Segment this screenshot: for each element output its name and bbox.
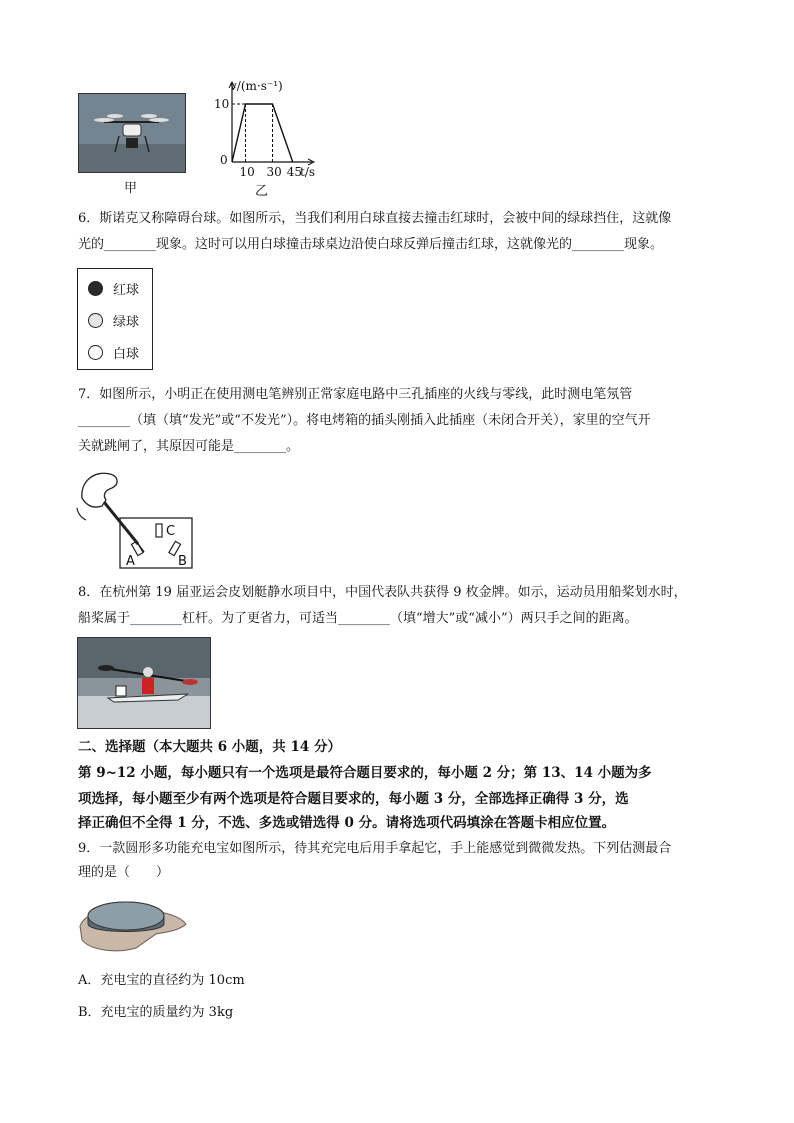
velocity-time-graph: [206, 78, 316, 178]
socket-hole-c: [156, 524, 162, 537]
white-ball-icon: [88, 345, 103, 360]
socket-tester-figure: [72, 468, 202, 572]
label-a: A: [126, 554, 135, 569]
section-2-instructions-1: 第 9~12 小题，每小题只有一个选项是最符合题目要求的，每小题 2 分；第 13、14 小题为多: [78, 765, 652, 781]
origin-label: 0: [220, 153, 228, 167]
section-2-instructions-3: 择正确但不全得 1 分，不选、多选或错选得 0 分。请将选项代码填涂在答题卡相应位置。: [78, 815, 616, 831]
section-2-heading: 二、选择题（本大题共 6 小题，共 14 分）: [78, 739, 341, 755]
tester-pen-icon: [104, 502, 138, 544]
y-tick-label: 10: [214, 97, 230, 111]
red-ball-icon: [88, 281, 103, 296]
kayak-illustration: [78, 638, 210, 728]
drone-illustration: [79, 94, 185, 172]
y-axis-label: v/(m·s⁻¹): [230, 79, 283, 93]
q8-line-1: 8．在杭州第 19 届亚运会皮划艇静水项目中，中国代表队共获得 9 枚金牌。如示，运动员用船桨划水时，: [78, 585, 687, 600]
q8-line-2: 船桨属于________杠杆。为了更省力，可适当________（填“增大”或“减小”）两只手之间的距离。: [78, 611, 638, 626]
x-tick-label: 30: [266, 165, 282, 178]
label-c: C: [166, 524, 176, 539]
hand-icon: [82, 473, 117, 507]
ball-legend: [77, 268, 153, 370]
green-ball-icon: [88, 313, 103, 328]
caption-yi: 乙: [255, 184, 269, 199]
q6-line-1: 6．斯诺克又称障碍台球。如图所示，当我们利用白球直接去撞击红球时，会被中间的绿球挡住，这就像: [78, 211, 672, 226]
kayak-photo: [77, 637, 211, 729]
q9-line-1: 9．一款圆形多功能充电宝如图所示，待其充完电后用手拿起它，手上能感觉到微微发热。下列估测最合: [78, 841, 672, 856]
vt-series-line: [232, 104, 293, 162]
legend-white-ball: [88, 342, 139, 362]
legend-label: 红球: [113, 282, 140, 298]
q9-option-a: A．充电宝的直径约为 10cm: [78, 973, 245, 988]
drone-photo: [78, 93, 186, 173]
q6-line-2: 光的________现象。这时可以用白球撞击球桌边沿使白球反弹后撞击红球，这就像光的________现象。: [78, 237, 664, 252]
q9-option-b: B．充电宝的质量约为 3kg: [78, 1005, 234, 1020]
legend-green-ball: [88, 310, 139, 330]
legend-label: 白球: [113, 346, 140, 362]
legend-label: 绿球: [113, 314, 140, 330]
legend-red-ball: [88, 278, 139, 298]
caption-jia: 甲: [124, 181, 138, 196]
x-axis-label: t/s: [300, 165, 316, 178]
power-bank-photo: [76, 890, 188, 958]
label-b: B: [178, 554, 187, 569]
q7-line-3: 关就跳闸了，其原因可能是________。: [78, 439, 300, 454]
q9-line-2: 理的是（ ）: [78, 865, 170, 880]
q7-line-2: ________（填（填“发光”或“不发光”）。将电烤箱的插头刚插入此插座（未闭合开关），家里的空气开: [78, 413, 651, 428]
section-2-instructions-2: 项选择，每小题至少有两个选项是符合题目要求的，每小题 3 分，全部选择正确得 3 分，选: [78, 791, 629, 807]
q7-line-1: 7．如图所示，小明正在使用测电笔辨别正常家庭电路中三孔插座的火线与零线，此时测电笔氖管: [78, 387, 633, 402]
x-tick-label: 45: [286, 165, 303, 178]
x-tick-label: 10: [239, 165, 255, 178]
